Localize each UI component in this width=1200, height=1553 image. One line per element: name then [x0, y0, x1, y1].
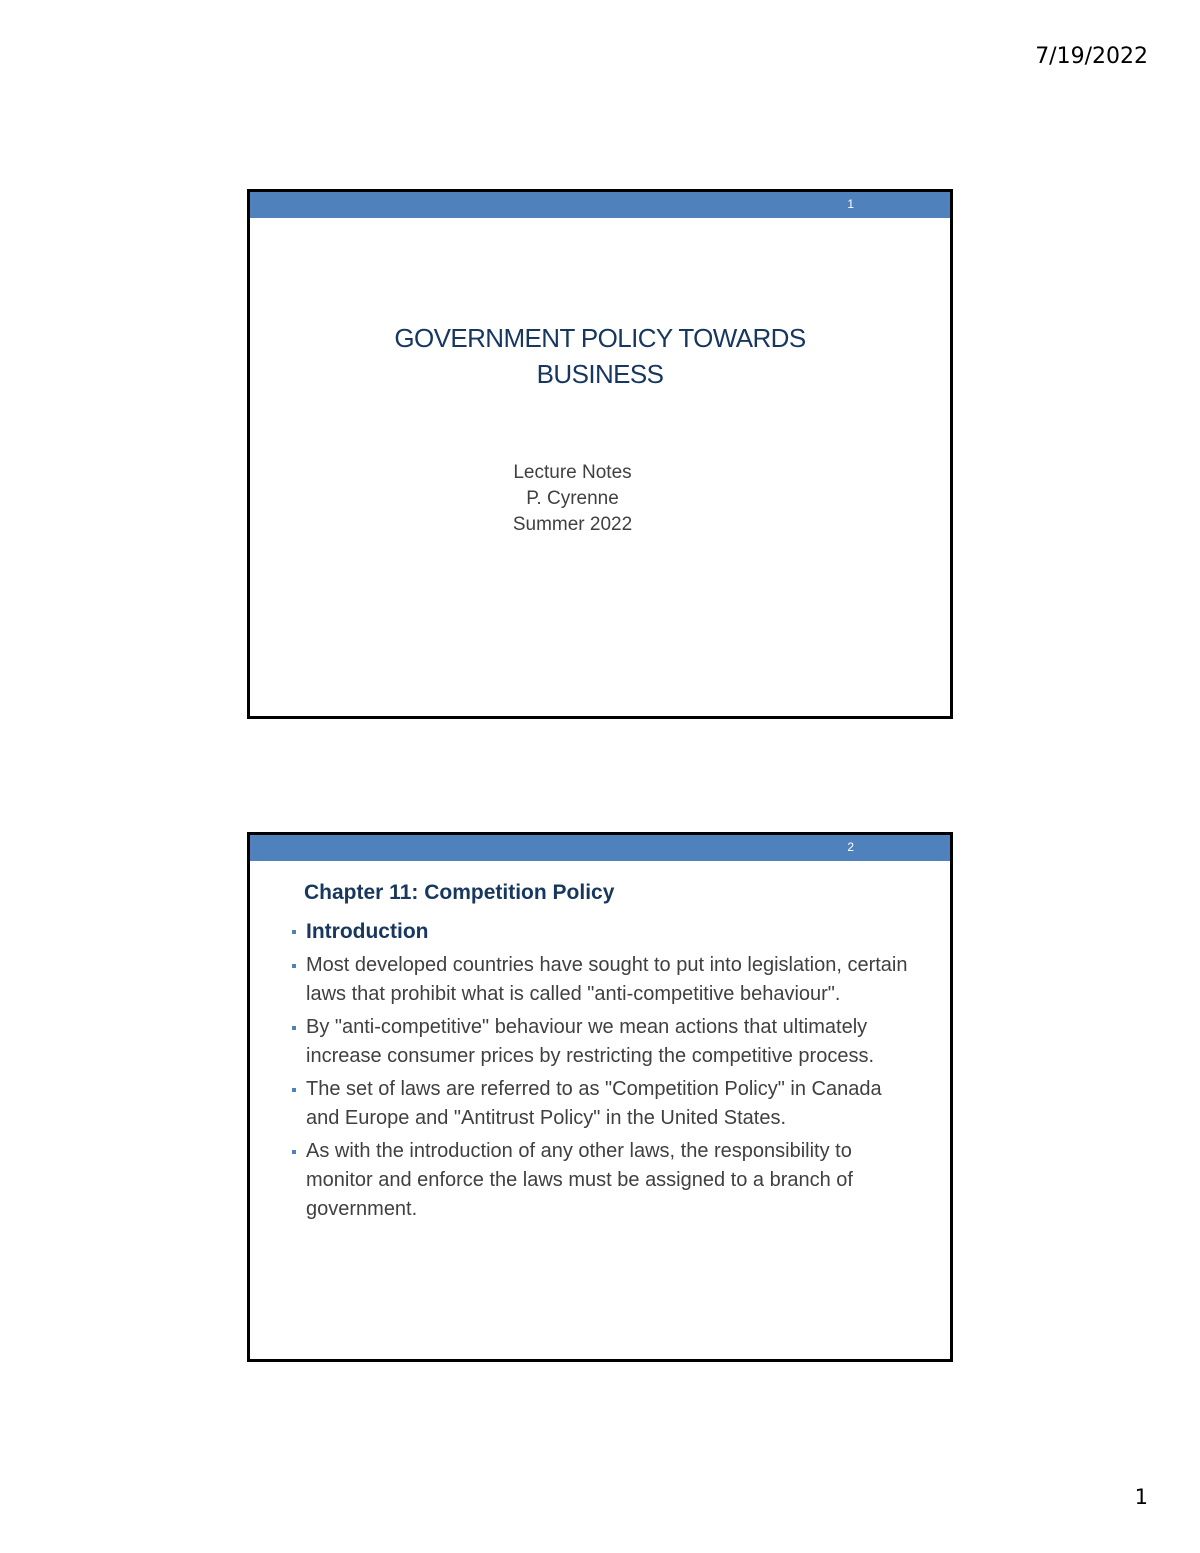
slide-title-line-2: BUSINESS	[536, 359, 664, 389]
bullet-list	[288, 917, 908, 1228]
slide-title	[250, 320, 950, 392]
chapter-title: Chapter 11: Competition Policy	[304, 881, 615, 904]
slide-thumbnail-1	[247, 189, 953, 719]
bullet-text: The set of laws are referred to as "Competition Policy" in Canada and Europe and "Antitrust Policy" in the United States.	[306, 1078, 882, 1129]
bullet-item	[288, 1013, 908, 1071]
bullet-marker	[292, 964, 296, 968]
page-number: 1	[1134, 1485, 1148, 1509]
bullet-text: Most developed countries have sought to put into legislation, certain laws that prohibit what is called "anti-competitive behaviour".	[306, 954, 908, 1005]
slide-number: 1	[847, 197, 854, 211]
slide-subtitle	[250, 460, 895, 538]
bullet-text: By "anti-competitive" behaviour we mean actions that ultimately increase consumer prices by restricting the competitive process.	[306, 1016, 875, 1067]
bullet-marker	[292, 1026, 296, 1030]
bullet-marker	[292, 1088, 296, 1092]
bullet-marker	[292, 1150, 296, 1154]
page-date: 7/19/2022	[1035, 44, 1148, 69]
subtitle-line-term: Summer 2022	[512, 514, 633, 535]
bullet-item	[288, 1137, 908, 1224]
slide-number: 2	[847, 840, 854, 854]
subtitle-line-author: P. Cyrenne	[526, 488, 619, 509]
bullet-marker	[292, 930, 296, 934]
bullet-text: As with the introduction of any other laws, the responsibility to monitor and enforce the laws must be assigned to a branch of government.	[306, 1140, 853, 1220]
slide-header-bar	[250, 192, 950, 218]
bullet-heading: Introduction	[306, 920, 429, 943]
bullet-item	[288, 951, 908, 1009]
bullet-item	[288, 1075, 908, 1133]
subtitle-line-course: Lecture Notes	[513, 462, 632, 483]
bullet-item	[288, 917, 908, 947]
slide-title-line-1: GOVERNMENT POLICY TOWARDS	[394, 323, 806, 353]
slide-thumbnail-2	[247, 832, 953, 1362]
slide-header-bar	[250, 835, 950, 861]
